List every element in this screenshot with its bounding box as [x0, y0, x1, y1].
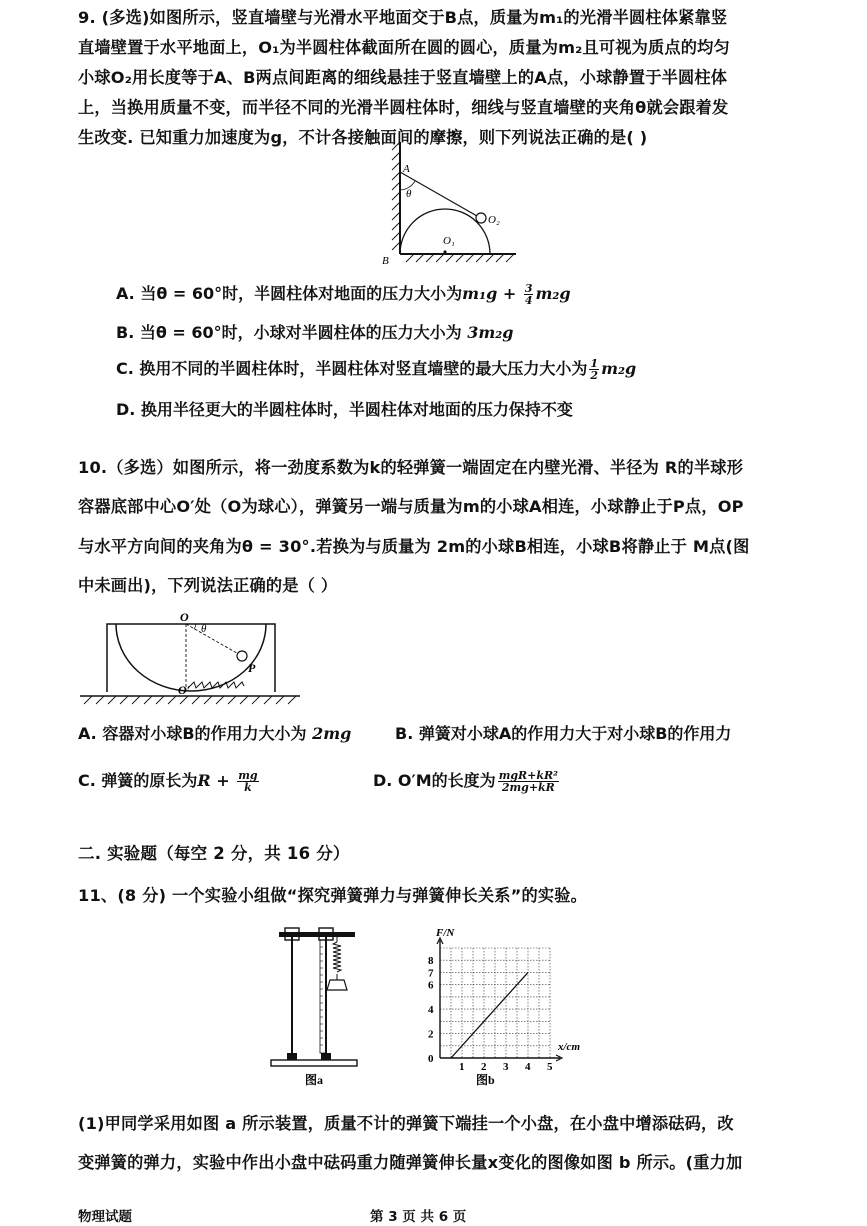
x-tick-label: 2	[481, 1061, 487, 1073]
q10-line-1: 10.（多选）如图所示，将一劲度系数为k的轻弹簧一端固定在内壁光滑、半径为 R的半球形	[78, 458, 744, 477]
base	[271, 1060, 357, 1066]
y-tick-label: 0	[428, 1053, 434, 1065]
fig-a-caption: 图a	[305, 1073, 324, 1087]
section-title: 二. 实验题（每空 2 分，共 16 分）	[78, 844, 350, 863]
q10-option-b: B. 弹簧对小球A的作用力大于对小球B的作用力	[395, 724, 732, 743]
q9-line-4: 上，当换用质量不变，而半径不同的光滑半圆柱体时，细线与竖直墙壁的夹角θ就会跟着发	[78, 98, 729, 117]
spring	[333, 942, 341, 972]
q11-figure-a	[265, 922, 365, 1097]
q9-line-2: 直墙壁置于水平地面上，O₁为半圆柱体截面所在圆的圆心，质量为m₂且可视为质点的均匀	[78, 38, 730, 57]
fig-b-caption: 图b	[476, 1073, 495, 1087]
q11-text-2: 变弹簧的弹力，实验中作出小盘中砝码重力随弹簧伸长量x变化的图像如图 b 所示。(重力加	[78, 1153, 743, 1172]
x-tick-label: 4	[525, 1061, 531, 1073]
ball-a	[237, 651, 247, 661]
q9-option-a: A. 当θ = 60°时，半圆柱体对地面的压力大小为m₁g + $\frac{3}{4}$ m₂g	[116, 282, 571, 307]
q10-figure	[80, 610, 305, 708]
ground-hatch	[84, 696, 296, 704]
q10-line-4: 中未画出)，下列说法正确的是（ ）	[78, 576, 338, 595]
center-o1-dot	[443, 250, 446, 253]
q9-option-b: B. 当θ = 60°时，小球对半圆柱体的压力大小为 3m₂g	[116, 323, 514, 342]
series-line	[451, 972, 528, 1058]
ruler-ticks	[320, 947, 323, 1045]
chart-series	[451, 972, 528, 1058]
q10-option-d: D. O′M的长度为 $\frac{\text{mgR+kR²}}{2mg+kR}$	[373, 769, 558, 794]
container-outline	[107, 624, 275, 692]
y-tick-label: 2	[428, 1028, 434, 1041]
chart-ylabel: F/N	[436, 927, 455, 939]
q9-figure	[370, 140, 530, 265]
foot-right	[321, 1053, 331, 1060]
footer-subject: 物理试题	[78, 1209, 132, 1225]
label-o1: O₁	[443, 235, 455, 247]
q10-line-3: 与水平方向间的夹角为θ = 30°.若换为与质量为 2m的小球B相连，小球B将静止于 M点(图	[78, 537, 750, 556]
label-o2: O₂	[488, 214, 500, 226]
q11-text-1: (1)甲同学采用如图 a 所示装置，质量不计的弹簧下端挂一个小盘，在小盘中增添砝码，改	[78, 1114, 734, 1133]
label-p: P	[248, 661, 256, 675]
ball-o2	[476, 213, 486, 223]
label-theta: θ	[406, 188, 412, 200]
label-o: O	[180, 610, 189, 624]
label-theta: θ	[201, 623, 207, 635]
chart-axes	[437, 938, 562, 1061]
chart-grid	[440, 948, 550, 1058]
floor-hatch	[406, 254, 514, 262]
q9-option-d: D. 换用半径更大的半圆柱体时，半圆柱体对地面的压力保持不变	[116, 400, 573, 419]
foot-left	[287, 1053, 297, 1060]
q10-option-c: C. 弹簧的原长为R + $\frac{mg}{k}$	[78, 769, 258, 794]
crossbar	[279, 932, 355, 937]
label-b: B	[382, 255, 389, 265]
x-tick-label: 5	[547, 1061, 553, 1073]
y-tick-label: 6	[428, 979, 434, 992]
footer-page: 第 3 页 共 6 页	[370, 1209, 467, 1225]
q10-line-2: 容器底部中心O′处（O为球心），弹簧另一端与质量为m的小球A相连，小球静止于P点，OP	[78, 497, 744, 516]
y-tick-label: 4	[428, 1004, 434, 1017]
y-tick-label: 7	[428, 967, 434, 980]
q9-line-3: 小球O₂用长度等于A、B两点间距离的细线悬挂于竖直墙壁上的A点，小球静置于半圆柱体	[78, 68, 728, 87]
q11-chart	[410, 922, 590, 1094]
label-o-prime: O′	[178, 683, 191, 697]
q9-line-1: 9. (多选)如图所示，竖直墙壁与光滑水平地面交于B点，质量为m₁的光滑半圆柱体紧靠竖	[78, 8, 728, 27]
q9-line-5: 生改变. 已知重力加速度为g，不计各接触面间的摩擦，则下列说法正确的是( )	[78, 128, 648, 147]
label-a: A	[403, 163, 410, 175]
x-tick-label: 1	[459, 1061, 465, 1073]
chart-xlabel: x/cm	[558, 1041, 580, 1053]
q9-option-c: C. 换用不同的半圆柱体时，半圆柱体对竖直墙壁的最大压力大小为 $\frac{1}{2}$ m₂g	[116, 357, 637, 382]
wall-hatch	[392, 142, 400, 250]
weight-pan	[327, 980, 347, 990]
x-tick-label: 3	[503, 1061, 509, 1073]
q10-option-a: A. 容器对小球B的作用力大小为 2mg	[78, 724, 352, 743]
y-tick-label: 8	[428, 955, 434, 968]
q11-intro: 11、(8 分) 一个实验小组做“探究弹簧弹力与弹簧伸长关系”的实验。	[78, 886, 588, 905]
